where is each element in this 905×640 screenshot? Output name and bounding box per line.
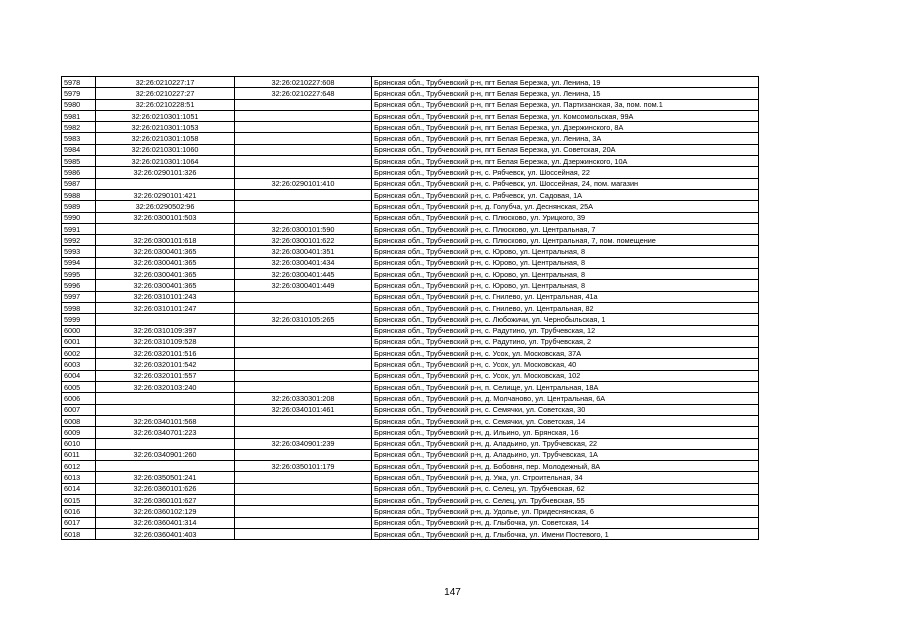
table-row: [62, 257, 759, 268]
address-cell: Брянская обл., Трубчевский р-н, с. Радутино, ул. Трубчевская, 12: [372, 325, 759, 336]
related-cadastral-number-cell: [235, 517, 372, 528]
related-cadastral-number-cell: 32:26:0300101:622: [235, 235, 372, 246]
address-cell: Брянская обл., Трубчевский р-н, с. Юрово, ул. Центральная, 8: [372, 280, 759, 291]
related-cadastral-number-cell: 32:26:0340901:239: [235, 438, 372, 449]
address-cell: Брянская обл., Трубчевский р-н, с. Юрово, ул. Центральная, 8: [372, 269, 759, 280]
cadastral-number-cell: [96, 178, 235, 189]
address-cell: Брянская обл., Трубчевский р-н, пгт Белая Березка, ул. Ленина, 3А: [372, 133, 759, 144]
cadastral-number-cell: 32:26:0210227:27: [96, 88, 235, 99]
related-cadastral-number-cell: [235, 449, 372, 460]
related-cadastral-number-cell: 32:26:0300101:590: [235, 223, 372, 234]
row-number-cell: 5982: [62, 122, 96, 133]
table-row: [62, 88, 759, 99]
table-row: [62, 506, 759, 517]
table-row: [62, 483, 759, 494]
table-row: [62, 528, 759, 539]
row-number-cell: 6008: [62, 415, 96, 426]
related-cadastral-number-cell: [235, 201, 372, 212]
row-number-cell: 6013: [62, 472, 96, 483]
cadastral-number-cell: 32:26:0210301:1051: [96, 110, 235, 121]
related-cadastral-number-cell: [235, 144, 372, 155]
table-row: [62, 144, 759, 155]
related-cadastral-number-cell: [235, 167, 372, 178]
row-number-cell: 5987: [62, 178, 96, 189]
address-cell: Брянская обл., Трубчевский р-н, с. Плюсково, ул. Центральная, 7: [372, 223, 759, 234]
cadastral-number-cell: [96, 438, 235, 449]
row-number-cell: 6017: [62, 517, 96, 528]
row-number-cell: 6003: [62, 359, 96, 370]
cadastral-number-cell: 32:26:0210301:1060: [96, 144, 235, 155]
cadastral-number-cell: 32:26:0360401:314: [96, 517, 235, 528]
row-number-cell: 6011: [62, 449, 96, 460]
row-number-cell: 6012: [62, 461, 96, 472]
address-cell: Брянская обл., Трубчевский р-н, пгт Белая Березка, ул. Партизанская, 3а, пом. пом.1: [372, 99, 759, 110]
row-number-cell: 5990: [62, 212, 96, 223]
row-number-cell: 5979: [62, 88, 96, 99]
cadastral-number-cell: 32:26:0340701:223: [96, 427, 235, 438]
address-cell: Брянская обл., Трубчевский р-н, с. Гнилево, ул. Центральная, 41а: [372, 291, 759, 302]
row-number-cell: 5986: [62, 167, 96, 178]
cadastral-number-cell: 32:26:0360102:129: [96, 506, 235, 517]
related-cadastral-number-cell: [235, 472, 372, 483]
related-cadastral-number-cell: 32:26:0210227:648: [235, 88, 372, 99]
table-row: [62, 461, 759, 472]
cadastral-number-cell: 32:26:0360101:627: [96, 494, 235, 505]
address-cell: Брянская обл., Трубчевский р-н, п. Селище, ул. Центральная, 18А: [372, 382, 759, 393]
row-number-cell: 6009: [62, 427, 96, 438]
cadastral-number-cell: 32:26:0360401:403: [96, 528, 235, 539]
address-cell: Брянская обл., Трубчевский р-н, д. Молчаново, ул. Центральная, 6А: [372, 393, 759, 404]
table-row: [62, 325, 759, 336]
address-cell: Брянская обл., Трубчевский р-н, д. Бобовня, пер. Молодежный, 8А: [372, 461, 759, 472]
table-row: [62, 404, 759, 415]
related-cadastral-number-cell: 32:26:0210227:608: [235, 77, 372, 88]
table-row: [62, 370, 759, 381]
address-cell: Брянская обл., Трубчевский р-н, с. Рябчевск, ул. Шоссейная, 22: [372, 167, 759, 178]
row-number-cell: 5985: [62, 156, 96, 167]
page-number: 147: [444, 587, 461, 598]
table-row: [62, 494, 759, 505]
table-row: [62, 415, 759, 426]
row-number-cell: 5995: [62, 269, 96, 280]
cadastral-number-cell: 32:26:0300401:365: [96, 257, 235, 268]
table-body: [62, 77, 759, 540]
cadastral-number-cell: 32:26:0310101:243: [96, 291, 235, 302]
table-row: [62, 280, 759, 291]
address-cell: Брянская обл., Трубчевский р-н, пгт Белая Березка, ул. Ленина, 19: [372, 77, 759, 88]
address-cell: Брянская обл., Трубчевский р-н, с. Плюсково, ул. Урицкого, 39: [372, 212, 759, 223]
row-number-cell: 5981: [62, 110, 96, 121]
address-cell: Брянская обл., Трубчевский р-н, пгт Белая Березка, ул. Советская, 20А: [372, 144, 759, 155]
related-cadastral-number-cell: 32:26:0330301:208: [235, 393, 372, 404]
address-cell: Брянская обл., Трубчевский р-н, д. Голубча, ул. Деснянская, 25А: [372, 201, 759, 212]
address-cell: Брянская обл., Трубчевский р-н, с. Рябчевск, ул. Шоссейная, 24, пом. магазин: [372, 178, 759, 189]
cadastral-number-cell: [96, 461, 235, 472]
related-cadastral-number-cell: [235, 156, 372, 167]
address-cell: Брянская обл., Трубчевский р-н, пгт Белая Березка, ул. Комсомольская, 99А: [372, 110, 759, 121]
row-number-cell: 5980: [62, 99, 96, 110]
cadastral-number-cell: 32:26:0300101:618: [96, 235, 235, 246]
row-number-cell: 6018: [62, 528, 96, 539]
address-cell: Брянская обл., Трубчевский р-н, д. Глыбочка, ул. Советская, 14: [372, 517, 759, 528]
row-number-cell: 6005: [62, 382, 96, 393]
cadastral-number-cell: 32:26:0210227:17: [96, 77, 235, 88]
table-row: [62, 348, 759, 359]
table-row: [62, 382, 759, 393]
address-cell: Брянская обл., Трубчевский р-н, д. Ужа, ул. Строительная, 34: [372, 472, 759, 483]
address-cell: Брянская обл., Трубчевский р-н, д. Аладьино, ул. Трубчевская, 22: [372, 438, 759, 449]
cadastral-table: [61, 76, 759, 540]
cadastral-number-cell: 32:26:0320101:516: [96, 348, 235, 359]
table-row: [62, 235, 759, 246]
cadastral-number-cell: 32:26:0310101:247: [96, 302, 235, 313]
address-cell: Брянская обл., Трубчевский р-н, с. Гнилево, ул. Центральная, 82: [372, 302, 759, 313]
table-row: [62, 359, 759, 370]
address-cell: Брянская обл., Трубчевский р-н, с. Юрово, ул. Центральная, 8: [372, 257, 759, 268]
cadastral-number-cell: 32:26:0210228:51: [96, 99, 235, 110]
cadastral-number-cell: 32:26:0290101:421: [96, 189, 235, 200]
table-row: [62, 133, 759, 144]
address-cell: Брянская обл., Трубчевский р-н, с. Семячки, ул. Советская, 30: [372, 404, 759, 415]
table-row: [62, 201, 759, 212]
row-number-cell: 5993: [62, 246, 96, 257]
table-row: [62, 269, 759, 280]
table-row: [62, 156, 759, 167]
cadastral-number-cell: 32:26:0310109:397: [96, 325, 235, 336]
address-cell: Брянская обл., Трубчевский р-н, с. Усох, ул. Московская, 102: [372, 370, 759, 381]
cadastral-number-cell: 32:26:0210301:1064: [96, 156, 235, 167]
table-row: [62, 77, 759, 88]
table-row: [62, 314, 759, 325]
cadastral-number-cell: 32:26:0210301:1053: [96, 122, 235, 133]
row-number-cell: 5992: [62, 235, 96, 246]
cadastral-number-cell: 32:26:0350501:241: [96, 472, 235, 483]
cadastral-number-cell: 32:26:0290502:96: [96, 201, 235, 212]
table-row: [62, 438, 759, 449]
row-number-cell: 6014: [62, 483, 96, 494]
related-cadastral-number-cell: 32:26:0310105:265: [235, 314, 372, 325]
table-row: [62, 223, 759, 234]
related-cadastral-number-cell: [235, 494, 372, 505]
row-number-cell: 6000: [62, 325, 96, 336]
row-number-cell: 6006: [62, 393, 96, 404]
address-cell: Брянская обл., Трубчевский р-н, д. Ильино, ул. Брянская, 16: [372, 427, 759, 438]
related-cadastral-number-cell: [235, 415, 372, 426]
table-row: [62, 212, 759, 223]
related-cadastral-number-cell: [235, 506, 372, 517]
related-cadastral-number-cell: [235, 359, 372, 370]
table-row: [62, 167, 759, 178]
related-cadastral-number-cell: [235, 348, 372, 359]
address-cell: Брянская обл., Трубчевский р-н, пгт Белая Березка, ул. Дзержинского, 10А: [372, 156, 759, 167]
table-row: [62, 427, 759, 438]
address-cell: Брянская обл., Трубчевский р-н, пгт Белая Березка, ул. Ленина, 15: [372, 88, 759, 99]
related-cadastral-number-cell: [235, 189, 372, 200]
cadastral-number-cell: [96, 314, 235, 325]
row-number-cell: 5984: [62, 144, 96, 155]
cadastral-number-cell: 32:26:0300101:503: [96, 212, 235, 223]
address-cell: Брянская обл., Трубчевский р-н, с. Радутино, ул. Трубчевская, 2: [372, 336, 759, 347]
cadastral-number-cell: 32:26:0300401:365: [96, 280, 235, 291]
row-number-cell: 6015: [62, 494, 96, 505]
row-number-cell: 6001: [62, 336, 96, 347]
cadastral-number-cell: 32:26:0360101:626: [96, 483, 235, 494]
table-row: [62, 449, 759, 460]
related-cadastral-number-cell: 32:26:0290101:410: [235, 178, 372, 189]
related-cadastral-number-cell: 32:26:0300401:351: [235, 246, 372, 257]
related-cadastral-number-cell: 32:26:0350101:179: [235, 461, 372, 472]
row-number-cell: 5989: [62, 201, 96, 212]
table-row: [62, 99, 759, 110]
address-cell: Брянская обл., Трубчевский р-н, с. Плюсково, ул. Центральная, 7, пом. помещение: [372, 235, 759, 246]
cadastral-number-cell: 32:26:0300401:365: [96, 269, 235, 280]
address-cell: Брянская обл., Трубчевский р-н, д. Глыбочка, ул. Имени Постевого, 1: [372, 528, 759, 539]
address-cell: Брянская обл., Трубчевский р-н, с. Усох, ул. Московская, 40: [372, 359, 759, 370]
address-cell: Брянская обл., Трубчевский р-н, с. Рябчевск, ул. Садовая, 1А: [372, 189, 759, 200]
related-cadastral-number-cell: [235, 212, 372, 223]
row-number-cell: 5994: [62, 257, 96, 268]
related-cadastral-number-cell: [235, 133, 372, 144]
related-cadastral-number-cell: [235, 370, 372, 381]
address-cell: Брянская обл., Трубчевский р-н, с. Селец, ул. Трубчевская, 62: [372, 483, 759, 494]
cadastral-number-cell: 32:26:0320103:240: [96, 382, 235, 393]
table-row: [62, 178, 759, 189]
table-row: [62, 189, 759, 200]
row-number-cell: 5998: [62, 302, 96, 313]
related-cadastral-number-cell: [235, 427, 372, 438]
address-cell: Брянская обл., Трубчевский р-н, с. Юрово, ул. Центральная, 8: [372, 246, 759, 257]
cadastral-number-cell: [96, 393, 235, 404]
row-number-cell: 6002: [62, 348, 96, 359]
row-number-cell: 5997: [62, 291, 96, 302]
address-cell: Брянская обл., Трубчевский р-н, д. Удолье, ул. Придеснянская, 6: [372, 506, 759, 517]
related-cadastral-number-cell: 32:26:0300401:449: [235, 280, 372, 291]
address-cell: Брянская обл., Трубчевский р-н, с. Любожичи, ул. Чернобыльская, 1: [372, 314, 759, 325]
row-number-cell: 6016: [62, 506, 96, 517]
address-cell: Брянская обл., Трубчевский р-н, с. Семячки, ул. Советская, 14: [372, 415, 759, 426]
related-cadastral-number-cell: [235, 122, 372, 133]
related-cadastral-number-cell: [235, 99, 372, 110]
related-cadastral-number-cell: [235, 483, 372, 494]
cadastral-number-cell: 32:26:0320101:557: [96, 370, 235, 381]
cadastral-number-cell: 32:26:0340901:260: [96, 449, 235, 460]
related-cadastral-number-cell: 32:26:0300401:434: [235, 257, 372, 268]
row-number-cell: 5996: [62, 280, 96, 291]
cadastral-number-cell: 32:26:0300401:365: [96, 246, 235, 257]
cadastral-number-cell: [96, 223, 235, 234]
related-cadastral-number-cell: [235, 382, 372, 393]
cadastral-number-cell: 32:26:0320101:542: [96, 359, 235, 370]
cadastral-number-cell: [96, 404, 235, 415]
row-number-cell: 5991: [62, 223, 96, 234]
address-cell: Брянская обл., Трубчевский р-н, с. Селец, ул. Трубчевская, 55: [372, 494, 759, 505]
cadastral-number-cell: 32:26:0210301:1058: [96, 133, 235, 144]
related-cadastral-number-cell: [235, 528, 372, 539]
row-number-cell: 5983: [62, 133, 96, 144]
row-number-cell: 6007: [62, 404, 96, 415]
related-cadastral-number-cell: [235, 110, 372, 121]
row-number-cell: 5988: [62, 189, 96, 200]
row-number-cell: 6004: [62, 370, 96, 381]
related-cadastral-number-cell: [235, 325, 372, 336]
address-cell: Брянская обл., Трубчевский р-н, с. Усох, ул. Московская, 37А: [372, 348, 759, 359]
table-row: [62, 110, 759, 121]
table-row: [62, 472, 759, 483]
table-row: [62, 393, 759, 404]
table-row: [62, 122, 759, 133]
cadastral-number-cell: 32:26:0290101:326: [96, 167, 235, 178]
related-cadastral-number-cell: 32:26:0340101:461: [235, 404, 372, 415]
row-number-cell: 5999: [62, 314, 96, 325]
address-cell: Брянская обл., Трубчевский р-н, пгт Белая Березка, ул. Дзержинского, 8А: [372, 122, 759, 133]
table-row: [62, 336, 759, 347]
table-row: [62, 246, 759, 257]
address-cell: Брянская обл., Трубчевский р-н, д. Аладьино, ул. Трубчевская, 1А: [372, 449, 759, 460]
row-number-cell: 5978: [62, 77, 96, 88]
table-row: [62, 517, 759, 528]
related-cadastral-number-cell: 32:26:0300401:445: [235, 269, 372, 280]
related-cadastral-number-cell: [235, 302, 372, 313]
row-number-cell: 6010: [62, 438, 96, 449]
table-row: [62, 302, 759, 313]
cadastral-number-cell: 32:26:0340101:568: [96, 415, 235, 426]
related-cadastral-number-cell: [235, 336, 372, 347]
table-row: [62, 291, 759, 302]
cadastral-number-cell: 32:26:0310109:528: [96, 336, 235, 347]
related-cadastral-number-cell: [235, 291, 372, 302]
